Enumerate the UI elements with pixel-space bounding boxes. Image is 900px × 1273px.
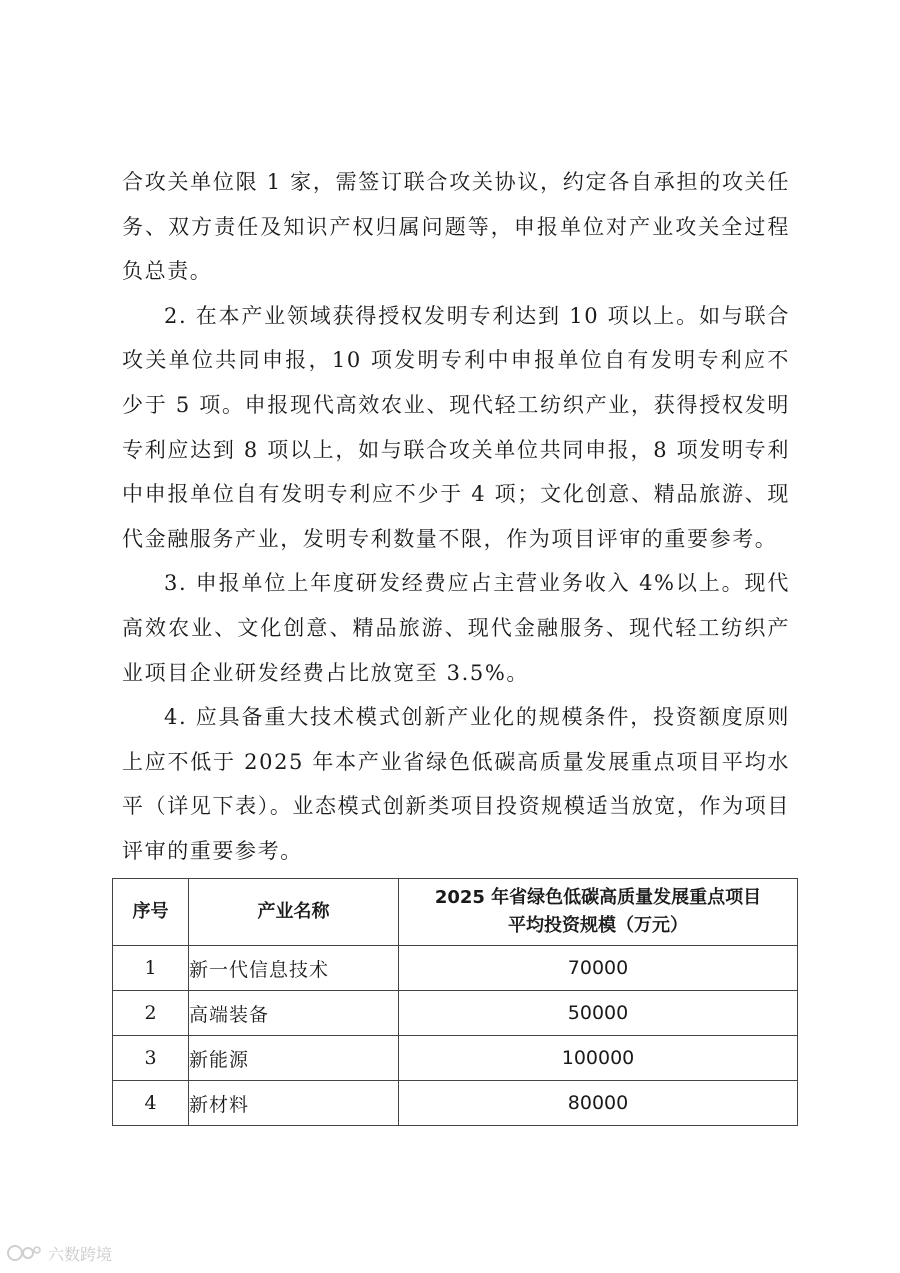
paragraph-patents: 2. 在本产业领域获得授权发明专利达到 10 项以上。如与联合攻关单位共同申报，10 项发明专利中申报单位自有发明专利应不少于 5 项。申报现代高效农业、现代轻工纺织产业，获得授权发明专利应达到 8 项以上，如与联合攻关单位共同申报，8 项发明专利中申报单位自有发明专利应不少于 4 项；文化创意、精品旅游、现代金融服务产业，发明专利数量不限，作为项目评审的重要参考。 (122, 303, 790, 551)
paragraph-investment: 4. 应具备重大技术模式创新产业化的规模条件，投资额度原则上应不低于 2025 年本产业省绿色低碳高质量发展重点项目平均水平（详见下表）。业态模式创新类项目投资规模适当放宽，作为项目评审的重要参考。 (122, 705, 790, 863)
row-industry: 高端装备 (189, 991, 399, 1036)
row-investment: 70000 (399, 946, 798, 991)
table-row (113, 991, 798, 1036)
row-num: 2 (113, 991, 189, 1036)
row-investment: 100000 (399, 1036, 798, 1081)
table-row (113, 1081, 798, 1126)
header-value-line2: 平均投资规模（万元） (508, 915, 688, 936)
header-value-line1: 2025 年省绿色低碳高质量发展重点项目 (434, 887, 762, 908)
row-industry: 新能源 (189, 1036, 399, 1081)
investment-table (112, 878, 798, 1126)
row-num: 3 (113, 1036, 189, 1081)
watermark-logo-icon (6, 1242, 42, 1264)
header-num: 序号 (113, 879, 189, 946)
row-num: 4 (113, 1081, 189, 1126)
header-value (399, 879, 798, 946)
row-industry: 新材料 (189, 1081, 399, 1126)
row-num: 1 (113, 946, 189, 991)
watermark-text: 六数跨境 (48, 1244, 113, 1264)
row-investment: 50000 (399, 991, 798, 1036)
row-investment: 80000 (399, 1081, 798, 1126)
paragraph-rd-expense: 3. 申报单位上年度研发经费应占主营业务收入 4%以上。现代高效农业、文化创意、精品旅游、现代金融服务、现代轻工纺织产业项目企业研发经费占比放宽至 3.5%。 (122, 571, 790, 685)
table-header-row (113, 879, 798, 946)
body-text (122, 160, 790, 874)
table-row (113, 1036, 798, 1081)
paragraph-continuation: 合攻关单位限 1 家，需签订联合攻关协议，约定各自承担的攻关任务、双方责任及知识产权归属问题等，申报单位对产业攻关全过程负总责。 (122, 170, 790, 284)
header-name: 产业名称 (189, 879, 399, 946)
row-industry: 新一代信息技术 (189, 946, 399, 991)
watermark (6, 1240, 112, 1266)
table-row (113, 946, 798, 991)
